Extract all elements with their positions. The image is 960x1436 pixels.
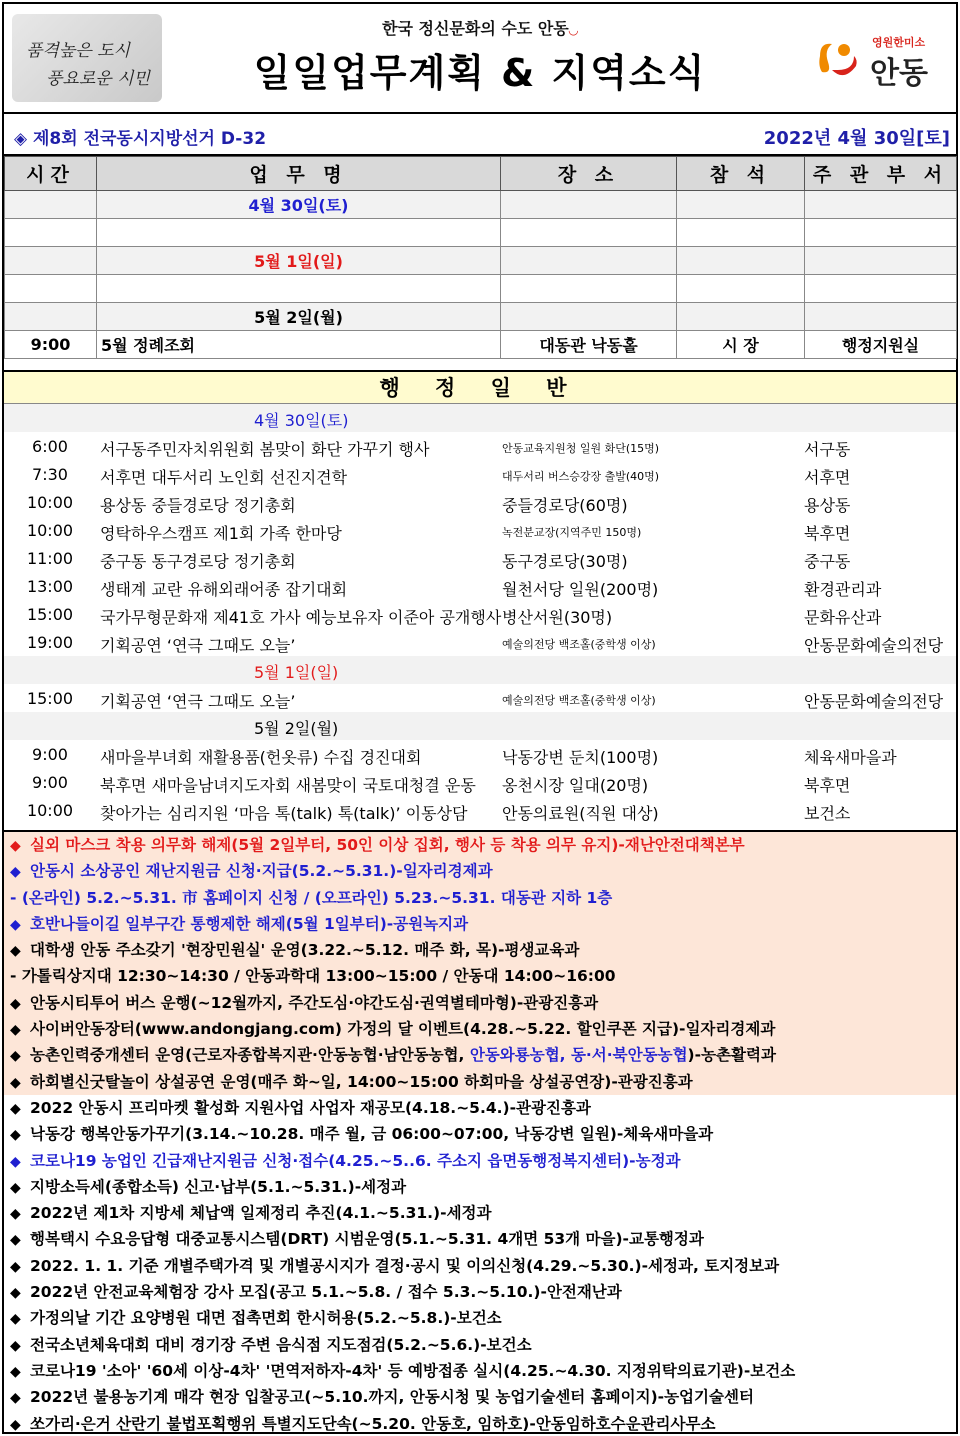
diamond-bullet-icon: ◆ xyxy=(10,1285,21,1302)
report-date: 2022년 4월 30일[토] xyxy=(763,128,950,149)
row-dept: 북후면 xyxy=(804,776,851,795)
page-title: 일일업무계획 & 지역소식 xyxy=(253,51,707,95)
row-task: 생태계 교란 유해외래어종 잡기대회 xyxy=(100,580,348,599)
notice-text: 쏘가리·은거 산란기 불법포획행위 특별지도단속(~5.20. 안동호, 임하호)-안동임하호수운관리사무소 xyxy=(30,1414,716,1433)
row-place: 병산서원(30명) xyxy=(502,608,613,627)
row-time: 9:00 xyxy=(32,745,68,764)
row-dept: 안동문화예술의전당 xyxy=(804,636,944,655)
notice-text: 2022 안동시 프리마켓 활성화 지원사업 사업자 재공모(4.18.~5.4.)-관광진흥과 xyxy=(30,1098,591,1117)
row-place: 중들경로당(60명) xyxy=(502,496,628,515)
diamond-bullet-icon: ◆ xyxy=(10,995,21,1012)
diamond-bullet-icon: ◆ xyxy=(10,1416,21,1433)
col-dept: 주 관 부 서 xyxy=(805,157,957,191)
date-label: 5월 1일(일) xyxy=(97,247,501,275)
notice-text: 2022. 1. 1. 기준 개별주택가격 및 개별공시지가 결정·공시 및 이의신청(4.29.~5.30.)-세정과, 토지정보과 xyxy=(30,1256,780,1275)
row-dept: 중구동 xyxy=(804,552,851,571)
row-task: 서구동주민자치위원회 봄맞이 화단 가꾸기 행사 xyxy=(100,440,430,459)
diamond-bullet-icon: ◆ xyxy=(10,1363,21,1380)
table-row xyxy=(4,488,956,516)
notice-text: 2022년 불용농기계 매각 현장 입찰공고(~5.10.까지, 안동시청 및 농업기술센터 홈페이지)-농업기술센터 xyxy=(30,1388,754,1407)
page-frame xyxy=(2,2,958,1434)
col-attend: 참 석 xyxy=(677,157,805,191)
date-label: 5월 2일(월) xyxy=(254,719,339,738)
notice-item xyxy=(4,1332,956,1358)
row-dept: 환경관리과 xyxy=(804,580,882,599)
notice-item xyxy=(4,963,956,989)
diamond-bullet-icon: ◆ xyxy=(10,1127,21,1144)
notice-text: )-농촌활력과 xyxy=(687,1046,776,1065)
table-row xyxy=(4,796,956,824)
diamond-bullet-icon: ◆ xyxy=(10,1337,21,1354)
subtitle-text: 한국 정신문화의 수도 안동 xyxy=(382,19,569,38)
row-time: 15:00 xyxy=(26,689,74,708)
notice-text: 가정의날 기간 요양병원 대면 접촉면회 한시허용(5.2.~5.8.)-보건소 xyxy=(30,1309,502,1328)
table-row xyxy=(4,544,956,572)
row-time: 13:00 xyxy=(26,577,74,596)
notice-item xyxy=(4,1279,956,1305)
table-row xyxy=(5,303,957,331)
notice-list xyxy=(4,830,956,1436)
row-place: 예술의전당 백조홀(중학생 이상) xyxy=(502,694,656,707)
table-row xyxy=(4,516,956,544)
row-dept: 북후면 xyxy=(804,524,851,543)
row-dept: 용상동 xyxy=(804,496,851,515)
row-time: 15:00 xyxy=(26,605,74,624)
row-task: 용상동 중들경로당 정기총회 xyxy=(100,496,296,515)
table-row xyxy=(4,460,956,488)
slogan-line2: 풍요로운 시민 xyxy=(46,69,150,89)
smile-icon: ◡ xyxy=(568,23,578,37)
notice-text: 안동시 소상공인 재난지원금 신청·지급(5.2.~5.31.)-일자리경제과 xyxy=(30,862,493,881)
date-row xyxy=(4,404,956,432)
col-place: 장 소 xyxy=(501,157,677,191)
notice-text: 2022년 제1차 지방세 체납액 일제정리 추진(4.1.~5.31.)-세정과 xyxy=(30,1204,492,1223)
table-row xyxy=(4,628,956,656)
row-place: 동구경로당(30명) xyxy=(502,552,628,571)
andong-logo-icon xyxy=(814,36,862,84)
diamond-bullet-icon: ◆ xyxy=(10,1258,21,1275)
date-label: 4월 30일(토) xyxy=(97,191,501,219)
notice-text: - 가톨릭상지대 12:30~14:30 / 안동과학대 13:00~15:00 / 안동대 14:00~16:00 xyxy=(10,967,616,986)
notice-text: 지방소득세(종합소득) 신고·납부(5.1.~5.31.)-세정과 xyxy=(30,1177,407,1196)
notice-text: 안동와룡농협, 동·서·북안동농협 xyxy=(469,1046,688,1065)
slogan-line1: 품격높은 도시 xyxy=(26,41,130,61)
row-place: 예술의전당 백조홀(중학생 이상) xyxy=(502,638,656,651)
row-place: 대두서리 버스승강장 출발(40명) xyxy=(502,470,660,483)
notice-item xyxy=(4,1042,956,1068)
election-countdown: ◈ 제8회 전국동시지방선거 D-32 xyxy=(14,129,267,149)
row-time: 9:00 xyxy=(5,331,97,359)
table-row xyxy=(5,331,957,359)
diamond-bullet-icon: ◆ xyxy=(10,1153,21,1170)
election-bar xyxy=(4,114,956,156)
row-time: 11:00 xyxy=(26,549,74,568)
row-time: 10:00 xyxy=(26,521,74,540)
row-task: 중구동 동구경로당 정기총회 xyxy=(100,552,296,571)
row-place: 안동의료원(직원 대상) xyxy=(502,804,659,823)
notice-text: 농촌인력중개센터 운영(근로자종합복지관·안동농협·남안동농협, xyxy=(30,1046,470,1065)
row-place: 낙동강변 둔치(100명) xyxy=(502,748,659,767)
diamond-bullet-icon: ◆ xyxy=(10,1232,21,1249)
row-time: 9:00 xyxy=(32,773,68,792)
row-dept: 서후면 xyxy=(804,468,851,487)
row-time: 10:00 xyxy=(26,493,74,512)
row-time: 7:30 xyxy=(32,465,68,484)
logo-sub: 영원한미소 xyxy=(872,36,926,49)
row-task: 국가무형문화재 제41호 가사 예능보유자 이준아 공개행사 xyxy=(100,608,502,627)
diamond-bullet-icon: ◆ xyxy=(10,1206,21,1223)
diamond-bullet-icon: ◆ xyxy=(10,1390,21,1407)
date-label: 5월 2일(월) xyxy=(97,303,501,331)
table-row xyxy=(4,572,956,600)
notice-item xyxy=(4,1411,956,1436)
notice-text: 실외 마스크 착용 의무화 해제(5월 2일부터, 50인 이상 집회, 행사 등 착용 의무 유지)-재난안전대책본부 xyxy=(30,836,745,854)
notice-item xyxy=(4,1200,956,1226)
row-dept: 체육새마을과 xyxy=(804,748,897,767)
diamond-bullet-icon: ◆ xyxy=(10,838,21,854)
row-task: 새마을부녀회 재활용품(헌옷류) 수집 경진대회 xyxy=(100,748,422,767)
row-task: 찾아가는 심리지원 ‘마음 톡(talk) 톡(talk)’ 이동상담 xyxy=(100,804,468,823)
notice-item xyxy=(4,1174,956,1200)
notice-text: 하회별신굿탈놀이 상설공연 운영(매주 화~일, 14:00~15:00 하회마을 상설공연장)-관광진흥과 xyxy=(30,1072,693,1091)
diamond-bullet-icon: ◆ xyxy=(10,1074,21,1091)
notice-text: 행복택시 수요응답형 대중교통시스템(DRT) 시범운영(5.1.~5.31. 4개면 53개 마을)-교통행정과 xyxy=(30,1230,704,1249)
notice-text: 2022년 안전교육체험장 강사 모집(공고 5.1.~5.8. / 접수 5.3.~5.10.)-안전재난과 xyxy=(30,1283,622,1302)
row-task: 북후면 새마을남녀지도자회 새봄맞이 국토대청결 운동 xyxy=(100,776,476,795)
row-place: 옹천시장 일대(20명) xyxy=(502,776,649,795)
diamond-bullet-icon: ◆ xyxy=(10,864,21,881)
table-row xyxy=(4,768,956,796)
row-place: 안동교육지원청 일원 화단(15명) xyxy=(502,442,660,455)
table-header-row xyxy=(5,157,957,191)
row-dept: 행정지원실 xyxy=(805,331,957,359)
row-task: 5월 정례조회 xyxy=(97,331,501,359)
row-dept: 서구동 xyxy=(804,440,851,459)
notice-item xyxy=(4,990,956,1016)
row-attend: 시 장 xyxy=(677,331,805,359)
row-place: 대동관 낙동홀 xyxy=(501,331,677,359)
table-row xyxy=(5,191,957,219)
row-dept: 안동문화예술의전당 xyxy=(804,692,944,711)
row-place: 녹전분교장(지역주민 150명) xyxy=(502,526,642,539)
table-row xyxy=(4,600,956,628)
notice-text: - (온라인) 5.2.~5.31. 市 홈페이지 신청 / (오프라인) 5.23.~5.31. 대동관 지하 1층 xyxy=(10,888,613,907)
date-label: 5월 1일(일) xyxy=(254,663,339,682)
diamond-bullet-icon: ◆ xyxy=(10,1311,21,1328)
notice-item xyxy=(4,911,956,937)
logo-name: 안동 xyxy=(870,56,928,91)
notice-item xyxy=(4,1358,956,1384)
notice-text: 전국소년체육대회 대비 경기장 주변 음식점 지도점검(5.2.~5.6.)-보건소 xyxy=(30,1335,532,1354)
table-row xyxy=(5,247,957,275)
col-time: 시간 xyxy=(5,157,97,191)
notice-item xyxy=(4,1253,956,1279)
date-row xyxy=(4,712,956,740)
andong-logo xyxy=(814,28,944,90)
diamond-bullet-icon: ◆ xyxy=(10,1048,21,1065)
row-task: 서후면 대두서리 노인회 선진지견학 xyxy=(100,468,348,487)
row-dept: 보건소 xyxy=(804,804,851,823)
notice-item xyxy=(4,1305,956,1331)
diamond-bullet-icon: ◆ xyxy=(10,943,21,960)
notice-item xyxy=(4,937,956,963)
row-time: 10:00 xyxy=(26,801,74,820)
table-row xyxy=(4,432,956,460)
table-row xyxy=(5,275,957,303)
schedule-table xyxy=(4,156,957,359)
notice-text: 사이버안동장터(www.andongjang.com) 가정의 달 이벤트(4.28.~5.22. 할인쿠폰 지급)-일자리경제과 xyxy=(30,1020,776,1039)
notice-item xyxy=(4,1095,956,1121)
row-time: 19:00 xyxy=(26,633,74,652)
notice-item xyxy=(4,1069,956,1095)
notice-text: 낙동강 행복안동가꾸기(3.14.~10.28. 매주 월, 금 06:00~07:00, 낙동강변 일원)-체육새마을과 xyxy=(30,1125,714,1144)
diamond-bullet-icon: ◆ xyxy=(10,1179,21,1196)
row-place: 월천서당 일원(200명) xyxy=(502,580,659,599)
notice-item xyxy=(4,1384,956,1410)
row-dept: 문화유산과 xyxy=(804,608,882,627)
col-task: 업 무 명 xyxy=(97,157,501,191)
general-heading: 행 정 일 반 xyxy=(4,370,956,404)
table-row xyxy=(4,740,956,768)
notice-text: 호반나들이길 일부구간 통행제한 해제(5월 1일부터)-공원녹지과 xyxy=(30,914,469,933)
table-row xyxy=(5,219,957,247)
notice-item xyxy=(4,1226,956,1252)
notice-item xyxy=(4,1121,956,1147)
notice-item xyxy=(4,858,956,884)
row-task: 영탁하우스캠프 제1회 가족 한마당 xyxy=(100,524,342,543)
notice-text: 코로나19 '소아' '60세 이상-4차' '면역저하자-4차' 등 예방접종 실시(4.25.~4.30. 지정위탁의료기관)-보건소 xyxy=(30,1361,796,1380)
header xyxy=(4,4,956,114)
row-time: 6:00 xyxy=(32,437,68,456)
general-list xyxy=(4,404,956,824)
diamond-bullet-icon: ◆ xyxy=(10,1022,21,1039)
notice-text: 코로나19 농업인 긴급재난지원금 신청·접수(4.25.~5..6. 주소지 읍면동행정복지센터)-농정과 xyxy=(30,1151,681,1170)
notice-text: 대학생 안동 주소갖기 '현장민원실' 운영(3.22.~5.12. 매주 화, 목)-평생교육과 xyxy=(30,941,580,960)
row-task: 기획공연 ‘연극 그때도 오늘’ xyxy=(100,636,296,655)
date-row xyxy=(4,656,956,684)
diamond-bullet-icon: ◆ xyxy=(10,1100,21,1117)
row-task: 기획공연 ‘연극 그때도 오늘’ xyxy=(100,692,296,711)
diamond-bullet-icon: ◆ xyxy=(10,916,21,933)
date-label: 4월 30일(토) xyxy=(254,411,349,430)
notice-item xyxy=(4,885,956,911)
notice-item xyxy=(4,832,956,858)
table-row xyxy=(4,684,956,712)
notice-text: 안동시티투어 버스 운행(~12월까지, 주간도심·야간도심·권역별테마형)-관광진흥과 xyxy=(30,993,599,1012)
notice-item xyxy=(4,1016,956,1042)
notice-item xyxy=(4,1148,956,1174)
